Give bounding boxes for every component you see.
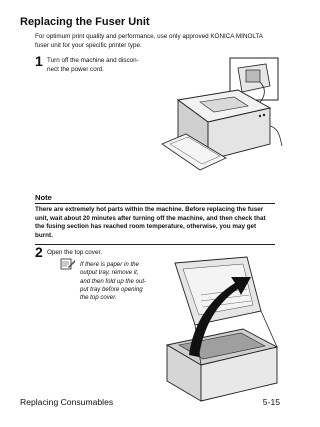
tip-text [80, 261, 152, 302]
note-text: There are extremely hot parts within the machine. Before replacing the fuser unit, wait about 20 minutes after turning off the machine, and then check that the fusing section has reached room temperature, otherwise, you may get burnt. [35, 206, 266, 240]
note-top-rule [35, 203, 275, 204]
printer-power-off-illustration [160, 56, 285, 178]
note-heading: Note [35, 193, 52, 202]
tip-note-icon [60, 258, 76, 271]
page-title: Replacing the Fuser Unit [20, 16, 150, 28]
step-1-text-line2: nect the power cord. [47, 65, 105, 73]
step-1-text-line1: Turn off the machine and discon- [47, 57, 139, 64]
tip-line: and then fold up the out- [80, 277, 147, 285]
footer-section-title: Replacing Consumables [20, 397, 114, 407]
tip-line: put tray before opening [80, 285, 143, 293]
step-2-number: 2 [35, 244, 43, 260]
intro-paragraph: For optimum print quality and performance, use only approved KONICA MINOLTA fuser unit for your specific printer type. [35, 33, 263, 49]
printer-open-cover-illustration [155, 255, 285, 405]
footer-page-number: 5-15 [262, 397, 280, 407]
note-bottom-rule [35, 244, 275, 245]
step-1-text [47, 57, 139, 74]
tip-line: If there is paper in the [80, 261, 139, 268]
step-2-text: Open the top cover. [47, 249, 102, 256]
tip-line: the top cover. [80, 294, 117, 302]
step-1-number: 1 [35, 53, 43, 69]
tip-line: output tray, remove it, [80, 269, 139, 277]
